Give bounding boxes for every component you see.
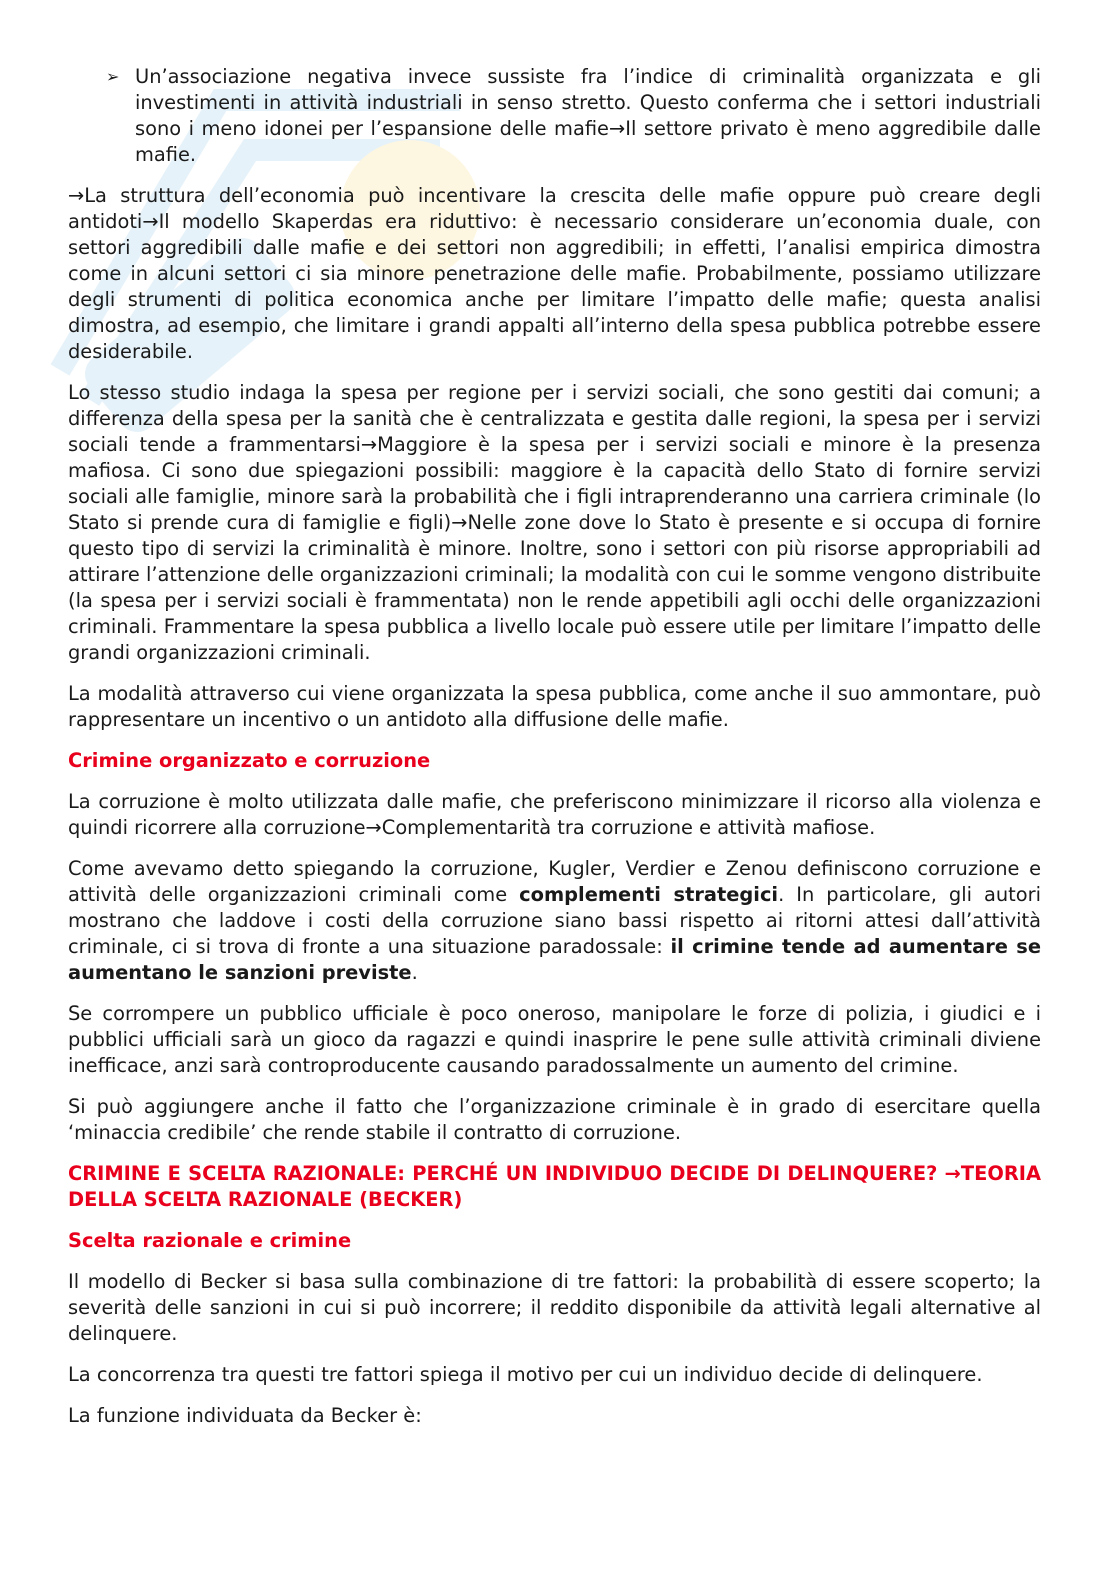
bold-text: complementi strategici [519, 883, 779, 906]
text-span: Come avevamo detto spiegando la corruzione, Kugler, Verdier e Zenou definiscono corruzione e attività delle organizzazioni criminali come [68, 857, 1041, 906]
bullet-text: Un’associazione negativa invece sussiste fra l’indice di criminalità organizzata e gli investimenti in attività industriali in senso stretto. Questo conferma che i settori industriali sono i meno idonei per l’espansione delle mafie→Il settore privato è meno aggredibile dalle mafie. [135, 65, 1041, 166]
paragraph: Il modello di Becker si basa sulla combinazione di tre fattori: la probabilità di essere scoperto; la severità delle sanzioni in cui si può incorrere; il reddito disponibile da attività legali alternative al delinquere. [68, 1270, 1041, 1345]
document-page [68, 64, 1041, 1444]
bold-text: il crimine tende ad aumentare se aumentano le sanzioni previste [68, 935, 1041, 984]
paragraph [68, 856, 1041, 986]
bullet-arrow-icon: ➢ [106, 67, 120, 86]
paragraph: La concorrenza tra questi tre fattori spiega il motivo per cui un individuo decide di delinquere. [68, 1363, 983, 1386]
bullet-item [68, 64, 1041, 168]
paragraph: Lo stesso studio indaga la spesa per regione per i servizi sociali, che sono gestiti dai comuni; a differenza della spesa per la sanità che è centralizzata e gestita dalle regioni, la spesa per i servizi sociali tende a frammentarsi→Maggiore è la spesa per i servizi sociali e minore è la presenza mafiosa. Ci sono due spiegazioni possibili: maggiore è la capacità dello Stato di fornire servizi sociali alle famiglie, minore sarà la probabilità che i figli intraprenderanno una carriera criminale (lo Stato si prende cura di famiglie e figli)→Nelle zone dove lo Stato è presente e si occupa di fornire questo tipo di servizi la criminalità è minore. Inoltre, sono i settori con più risorse appropriabili ad attirare l’attenzione delle organizzazioni criminali; la modalità con cui le somme vengono distribuite (la spesa per i servizi sociali è frammentata) non le rende appetibili agli occhi delle organizzazioni criminali. Frammentare la spesa pubblica a livello locale può essere utile per limitare l’impatto delle grandi organizzazioni criminali. [68, 381, 1041, 664]
section-heading: Crimine organizzato e corruzione [68, 749, 431, 772]
subsection-heading: Scelta razionale e crimine [68, 1229, 352, 1252]
paragraph: La corruzione è molto utilizzata dalle mafie, che preferiscono minimizzare il ricorso alla violenza e quindi ricorrere alla corruzione→Complementarità tra corruzione e attività mafiose. [68, 790, 1041, 839]
paragraph: →La struttura dell’economia può incentivare la crescita delle mafie oppure può creare degli antidoti→Il modello Skaperdas era riduttivo: è necessario considerare un’economia duale, con settori aggredibili dalle mafie e dei settori non aggredibili; in effetti, l’analisi empirica dimostra come in alcuni settori ci sia minore penetrazione delle mafie. Probabilmente, possiamo utilizzare degli strumenti di politica economica anche per limitare l’impatto delle mafie; questa analisi dimostra, ad esempio, che limitare i grandi appalti all’interno della spesa pubblica potrebbe essere desiderabile. [68, 184, 1041, 363]
section-heading: CRIMINE E SCELTA RAZIONALE: PERCHÉ UN INDIVIDUO DECIDE DI DELINQUERE? →TEORIA DELLA SCELTA RAZIONALE (BECKER) [68, 1162, 1041, 1211]
paragraph: La modalità attraverso cui viene organizzata la spesa pubblica, come anche il suo ammontare, può rappresentare un incentivo o un antidoto alla diffusione delle mafie. [68, 682, 1041, 731]
paragraph: Si può aggiungere anche il fatto che l’organizzazione criminale è in grado di esercitare quella ‘minaccia credibile’ che rende stabile il contratto di corruzione. [68, 1095, 1041, 1144]
text-span: . [411, 961, 418, 984]
text-span: . In particolare, gli autori mostrano che laddove i costi della corruzione siano bassi rispetto ai ritorni attesi dall’attività criminale, ci si trova di fronte a una situazione paradossale: [68, 883, 1042, 958]
paragraph: Se corrompere un pubblico ufficiale è poco oneroso, manipolare le forze di polizia, i giudici e i pubblici ufficiali sarà un gioco da ragazzi e quindi inasprire le pene sulle attività criminali diviene inefficace, anzi sarà controproducente causando paradossalmente un aumento del crimine. [68, 1002, 1041, 1077]
paragraph: La funzione individuata da Becker è: [68, 1404, 422, 1427]
